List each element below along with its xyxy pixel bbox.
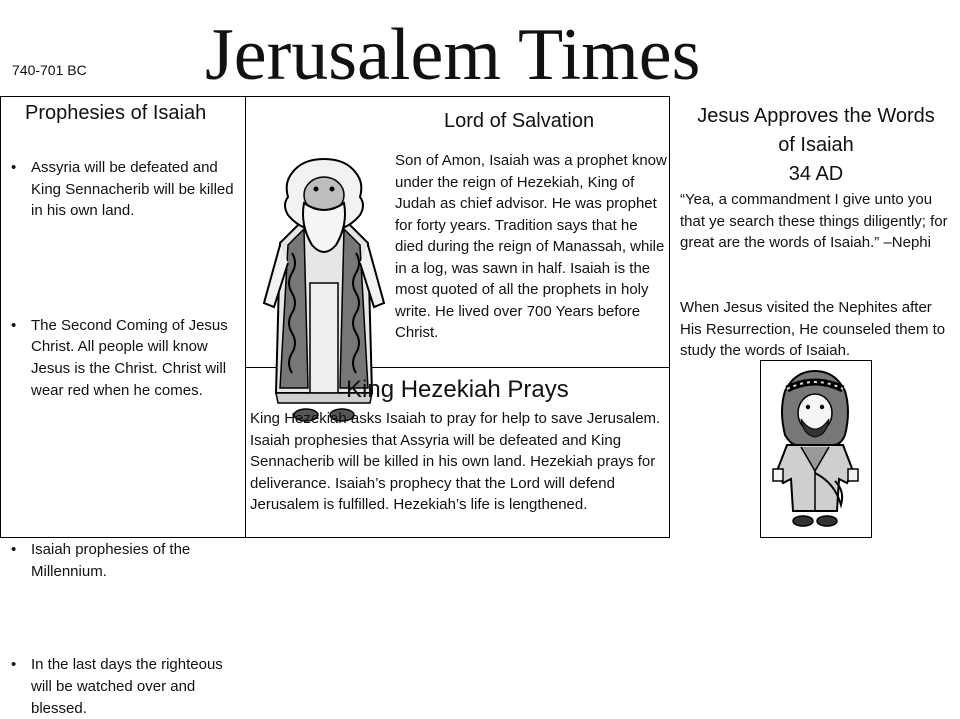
- hezekiah-panel: [246, 368, 670, 538]
- right-title-line-2: of Isaiah: [778, 134, 854, 156]
- salvation-panel: [246, 96, 670, 368]
- nephites-visit-text: When Jesus visited the Nephites after His Resurrection, He counseled them to study the words of Isaiah.: [680, 299, 946, 359]
- list-item: • Isaiah prophesies of the Millennium.: [11, 539, 243, 582]
- nephi-quote: “Yea, a commandment I give unto you that ye search these things diligently; for great are the words of Isaiah.” –Nephi: [680, 191, 948, 251]
- salvation-article-text: Son of Amon, Isaiah was a prophet know under the reign of Hezekiah, King of Judah as chief advisor. He was prophet for forty years. Tradition says that he died during the reign of Manassah, while in a log, was sawn in half. Isaiah is the most quoted of all the prophets in holy write. He lived over 700 Years before Christ.: [395, 152, 667, 341]
- list-item: • Assyria will be defeated and King Sennacherib will be killed in his own land.: [11, 157, 243, 222]
- jesus-illustration-frame: [760, 360, 872, 538]
- right-title-line-3: 34 AD: [788, 163, 844, 185]
- right-article-title: [680, 102, 952, 189]
- prophesies-heading: Prophesies of Isaiah: [25, 102, 207, 124]
- jesus-illustration: [761, 361, 870, 536]
- prophesies-panel: [0, 96, 246, 717]
- newspaper-title: Jerusalem Times: [205, 14, 701, 96]
- prophesies-list: [11, 157, 243, 717]
- list-item: • In the last days the righteous will be watched over and blessed.: [11, 654, 243, 719]
- hezekiah-heading: King Hezekiah Prays: [346, 376, 569, 403]
- salvation-heading: Lord of Salvation: [444, 110, 595, 132]
- hezekiah-article-text: King Hezekiah asks Isaiah to pray for help to save Jerusalem. Isaiah prophesies that Assyria will be defeated and King Sennacherib will be killed in his own land. Hezekiah prays for deliverance. Isaiah’s prophecy that the Lord will defend Jerusalem is fulfilled. Hezekiah’s life is lengthened.: [250, 410, 661, 513]
- date-range: 740-701 BC: [12, 62, 87, 78]
- list-item: • The Second Coming of Jesus Christ. All people will know Jesus is the Christ. Christ will wear red when he comes.: [11, 315, 243, 401]
- right-title-line-1: Jesus Approves the Words: [697, 105, 935, 127]
